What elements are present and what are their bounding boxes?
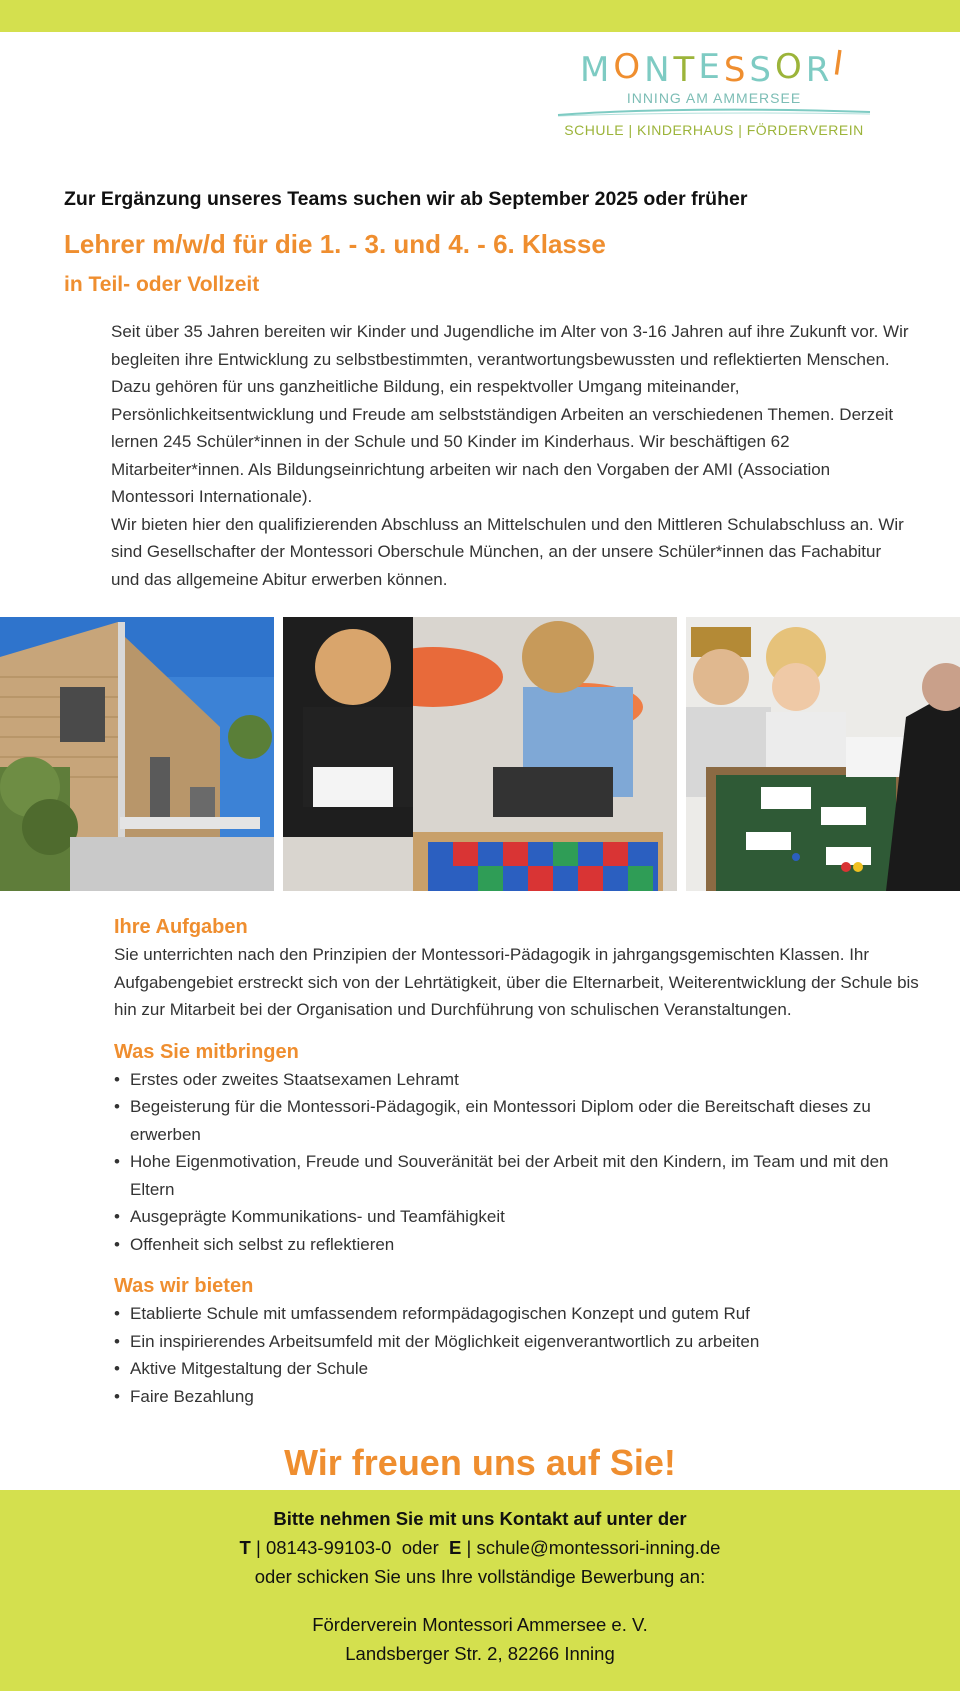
requirements-heading: Was Sie mitbringen	[114, 1040, 299, 1063]
school-building-photo	[0, 617, 274, 891]
list-item: • Ein inspirierendes Arbeitsumfeld mit der Möglichkeit eigenverantwortlich zu arbeiten	[114, 1328, 924, 1356]
top-color-bar	[0, 0, 960, 32]
job-title: Lehrer m/w/d für die 1. - 3. und 4. - 6. Klasse	[64, 229, 606, 259]
logo-letter: E	[698, 47, 724, 87]
children-learning-photo	[283, 617, 677, 891]
tasks-text: Sie unterrichten nach den Prinzipien der Montessori-Pädagogik in jahrgangsgemischten Klassen. Ihr Aufgabengebiet erstreckt sich von der Lehrtätigkeit, über die Elternarbeit, Weiterentwicklung der Schule bis hin zur Mitarbeit bei der Organisation und Durchführung von schulischen Veranstaltungen.	[114, 945, 919, 1019]
list-item: • Aktive Mitgestaltung der Schule	[114, 1355, 924, 1383]
send-intro: oder schicken Sie uns Ihre vollständige Bewerbung an:	[254, 1566, 706, 1587]
logo-letter: O	[775, 47, 806, 87]
logo-letter: N	[644, 50, 674, 90]
logo-letter: I	[830, 43, 851, 85]
logo-letter: R	[805, 50, 834, 90]
logo-location: INNING AM AMMERSEE	[626, 90, 802, 106]
list-item: • Etablierte Schule mit umfassendem reformpädagogischen Konzept und gutem Ruf	[114, 1300, 924, 1328]
offer-list	[114, 1300, 924, 1410]
phone-label: T	[239, 1537, 251, 1558]
organization-name: Förderverein Montessori Ammersee e. V.	[312, 1614, 648, 1635]
requirements-list	[114, 1066, 924, 1259]
logo-letter: S	[723, 50, 750, 90]
logo-letter: O	[613, 47, 645, 87]
description-paragraph: Seit über 35 Jahren bereiten wir Kinder und Jugendliche im Alter von 3-16 Jahren auf ihre Zukunft vor. Wir begleiten ihre Entwicklung zu selbstbestimmten, verantwortungsbewussten und reflektierten Menschen. Dazu gehören für uns ganzheitliche Bildung, ein respektvoller Umgang miteinander, Persönlichkeitsentwicklung und Freude am selbstständigen Arbeiten an verschiedenen Themen. Derzeit lernen 245 Schüler*innen in der Schule und 50 Kinder im Kinderhaus. Wir beschäftigen 62 Mitarbeiter*innen. Als Bildungseinrichtung arbeiten wir nach den Vorgaben der AMI (Association Montessori Internationale).	[111, 322, 909, 506]
offer-heading: Was wir bieten	[114, 1275, 254, 1297]
organization-address: Landsberger Str. 2, 82266 Inning	[345, 1643, 615, 1664]
logo-letter: S	[749, 50, 775, 90]
job-details	[114, 913, 924, 1410]
description-paragraph: Wir bieten hier den qualifizierenden Abschluss an Mittelschulen und den Mittleren Schulabschluss an. Wir sind Gesellschafter der Montessori Oberschule München, an der unsere Schüler*innen das Fachabitur und das allgemeine Abitur erwerben können.	[111, 514, 904, 589]
list-item: • Offenheit sich selbst zu reflektieren	[114, 1231, 924, 1259]
montessori-logo	[556, 40, 872, 144]
phone-number[interactable]: 08143-99103-0	[265, 1537, 392, 1558]
logo-divisions: SCHULE | KINDERHAUS | FÖRDERVEREIN	[564, 122, 864, 138]
contact-line: T | 08143-99103-0 oder E | schule@montessori-inning.de	[239, 1537, 721, 1558]
email-address[interactable]: schule@montessori-inning.de	[476, 1537, 721, 1558]
logo-swoosh	[556, 106, 872, 120]
list-item: • Hohe Eigenmotivation, Freude und Souveränität bei der Arbeit mit den Kindern, im Team und mit den Eltern	[114, 1148, 924, 1203]
students-with-teacher-photo	[686, 617, 960, 891]
list-item: • Ausgeprägte Kommunikations- und Teamfähigkeit	[114, 1203, 924, 1231]
logo-wordmark	[580, 43, 851, 90]
list-item: • Begeisterung für die Montessori-Pädagogik, ein Montessori Diplom oder die Bereitschaft dieses zu erwerben	[114, 1093, 924, 1148]
intro-heading: Zur Ergänzung unseres Teams suchen wir ab September 2025 oder früher	[64, 188, 748, 210]
list-item: • Erstes oder zweites Staatsexamen Lehramt	[114, 1066, 924, 1094]
list-item: • Faire Bezahlung	[114, 1383, 924, 1411]
logo-letter: T	[673, 50, 699, 90]
job-subtitle: in Teil- oder Vollzeit	[64, 273, 260, 296]
school-description	[111, 318, 911, 593]
photo-strip	[0, 617, 960, 891]
contact-intro: Bitte nehmen Sie mit uns Kontakt auf unter der	[273, 1508, 687, 1529]
email-label: E	[449, 1537, 462, 1558]
tasks-heading: Ihre Aufgaben	[114, 916, 248, 938]
logo-letter: M	[580, 50, 614, 90]
or-text: oder	[401, 1537, 439, 1558]
contact-footer	[0, 1490, 960, 1691]
welcome-slogan: Wir freuen uns auf Sie!	[284, 1442, 676, 1483]
